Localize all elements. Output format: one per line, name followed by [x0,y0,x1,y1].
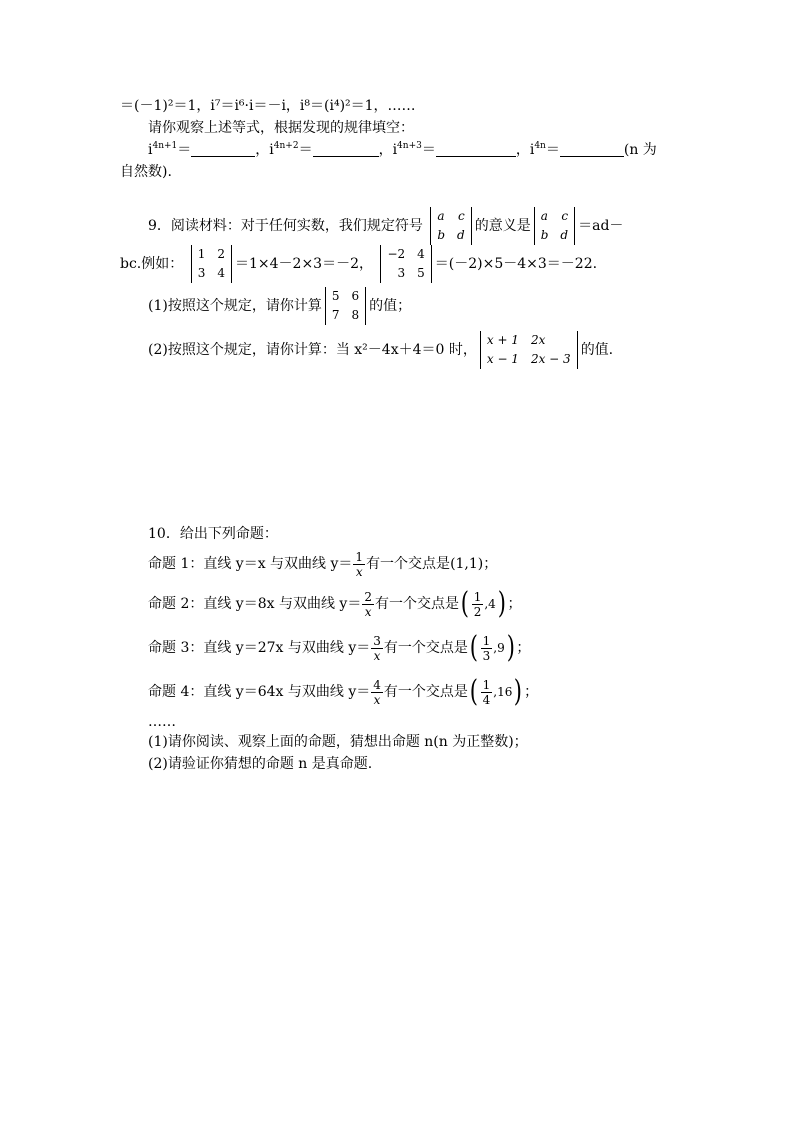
q10-task-1: (1)请你阅读、观察上面的命题，猜想出命题 n(n 为正整数)； [148,734,528,750]
determinant-definition: a c b d [430,207,471,245]
q8-line-2: 请你观察上述等式，根据发现的规律填空： [148,120,414,136]
example-determinant-2: −2 4 3 5 [380,245,431,283]
q9-part-1: (1)按照这个规定，请你计算 5 6 7 8 的值； [148,286,411,326]
q9-intro: 9．阅读材料：对于任何实数，我们规定符号 a c b d 的意义是 a c b d ＝ad－ [148,206,623,246]
part2-determinant: x + 1 2x x − 1 2x − 3 [480,331,578,369]
hyperbola-fraction-2: $\frac{2}{x}$ [364,589,372,619]
q10-prop-2: 命题 2：直线 y＝8x 与双曲线 y＝ $\frac{2}{x}$ 有一个交点是 ( $\frac{1}{2}$ ,4 ) ； [148,584,522,624]
answer-blank-3[interactable] [436,142,516,157]
intersection-point-3: ( $\frac{1}{3}$ ,9 ) [469,630,515,665]
determinant-definition-repeat: a c b d [534,207,575,245]
q10-ellipsis: …… [148,714,176,730]
q10-prop-4: 命题 4：直线 y＝64x 与双曲线 y＝ $\frac{4}{x}$ 有一个交点是 ( $\frac{1}{4}$ ,16 ) ； [148,672,538,712]
q10-title: 10．给出下列命题： [148,526,278,542]
q8-line-4: 自然数). [120,164,172,180]
hyperbola-fraction-1: $\frac{1}{x}$ [355,549,364,579]
q10-prop-3: 命题 3：直线 y＝27x 与双曲线 y＝ $\frac{3}{x}$ 有一个交点是 ( $\frac{1}{3}$ ,9 ) ； [148,628,530,668]
answer-blank-4[interactable] [560,142,624,157]
answer-blank-1[interactable] [191,142,255,157]
answer-blank-2[interactable] [313,142,379,157]
intersection-point-2: ( $\frac{1}{2}$ ,4 ) [460,586,506,621]
q10-prop-1: 命题 1：直线 y＝x 与双曲线 y＝ $\frac{1}{x}$ 有一个交点是(1,1)； [148,549,498,579]
q9-part-2: (2)按照这个规定，请你计算：当 x²－4x＋4＝0 时， x + 1 2x x − 1 2x − 3 的值. [148,330,613,370]
q9-example: bc.例如： 1 2 3 4 ＝1×4－2×3＝－2， −2 4 3 5 ＝(－2)×5－4×3＝－22. [120,244,597,284]
hyperbola-fraction-4: $\frac{4}{x}$ [373,677,381,707]
example-determinant-1: 1 2 3 4 [191,245,232,283]
q10-task-2: (2)请验证你猜想的命题 n 是真命题. [148,756,373,772]
part1-determinant: 5 6 7 8 [325,287,366,325]
q8-fill-line: $i^{4n+1}=$ ，$i^{4n+2}=$ ，$i^{4n+3}=$ ，$i^{4n}= (n$ 为 [148,141,657,158]
q8-line-1: ＝(－1)²＝1，i⁷＝i⁶·i＝－i，i⁸＝(i⁴)²＝1，…… [120,98,416,114]
hyperbola-fraction-3: $\frac{3}{x}$ [373,633,381,663]
intersection-point-4: ( $\frac{1}{4}$ ,16 ) [469,674,523,709]
